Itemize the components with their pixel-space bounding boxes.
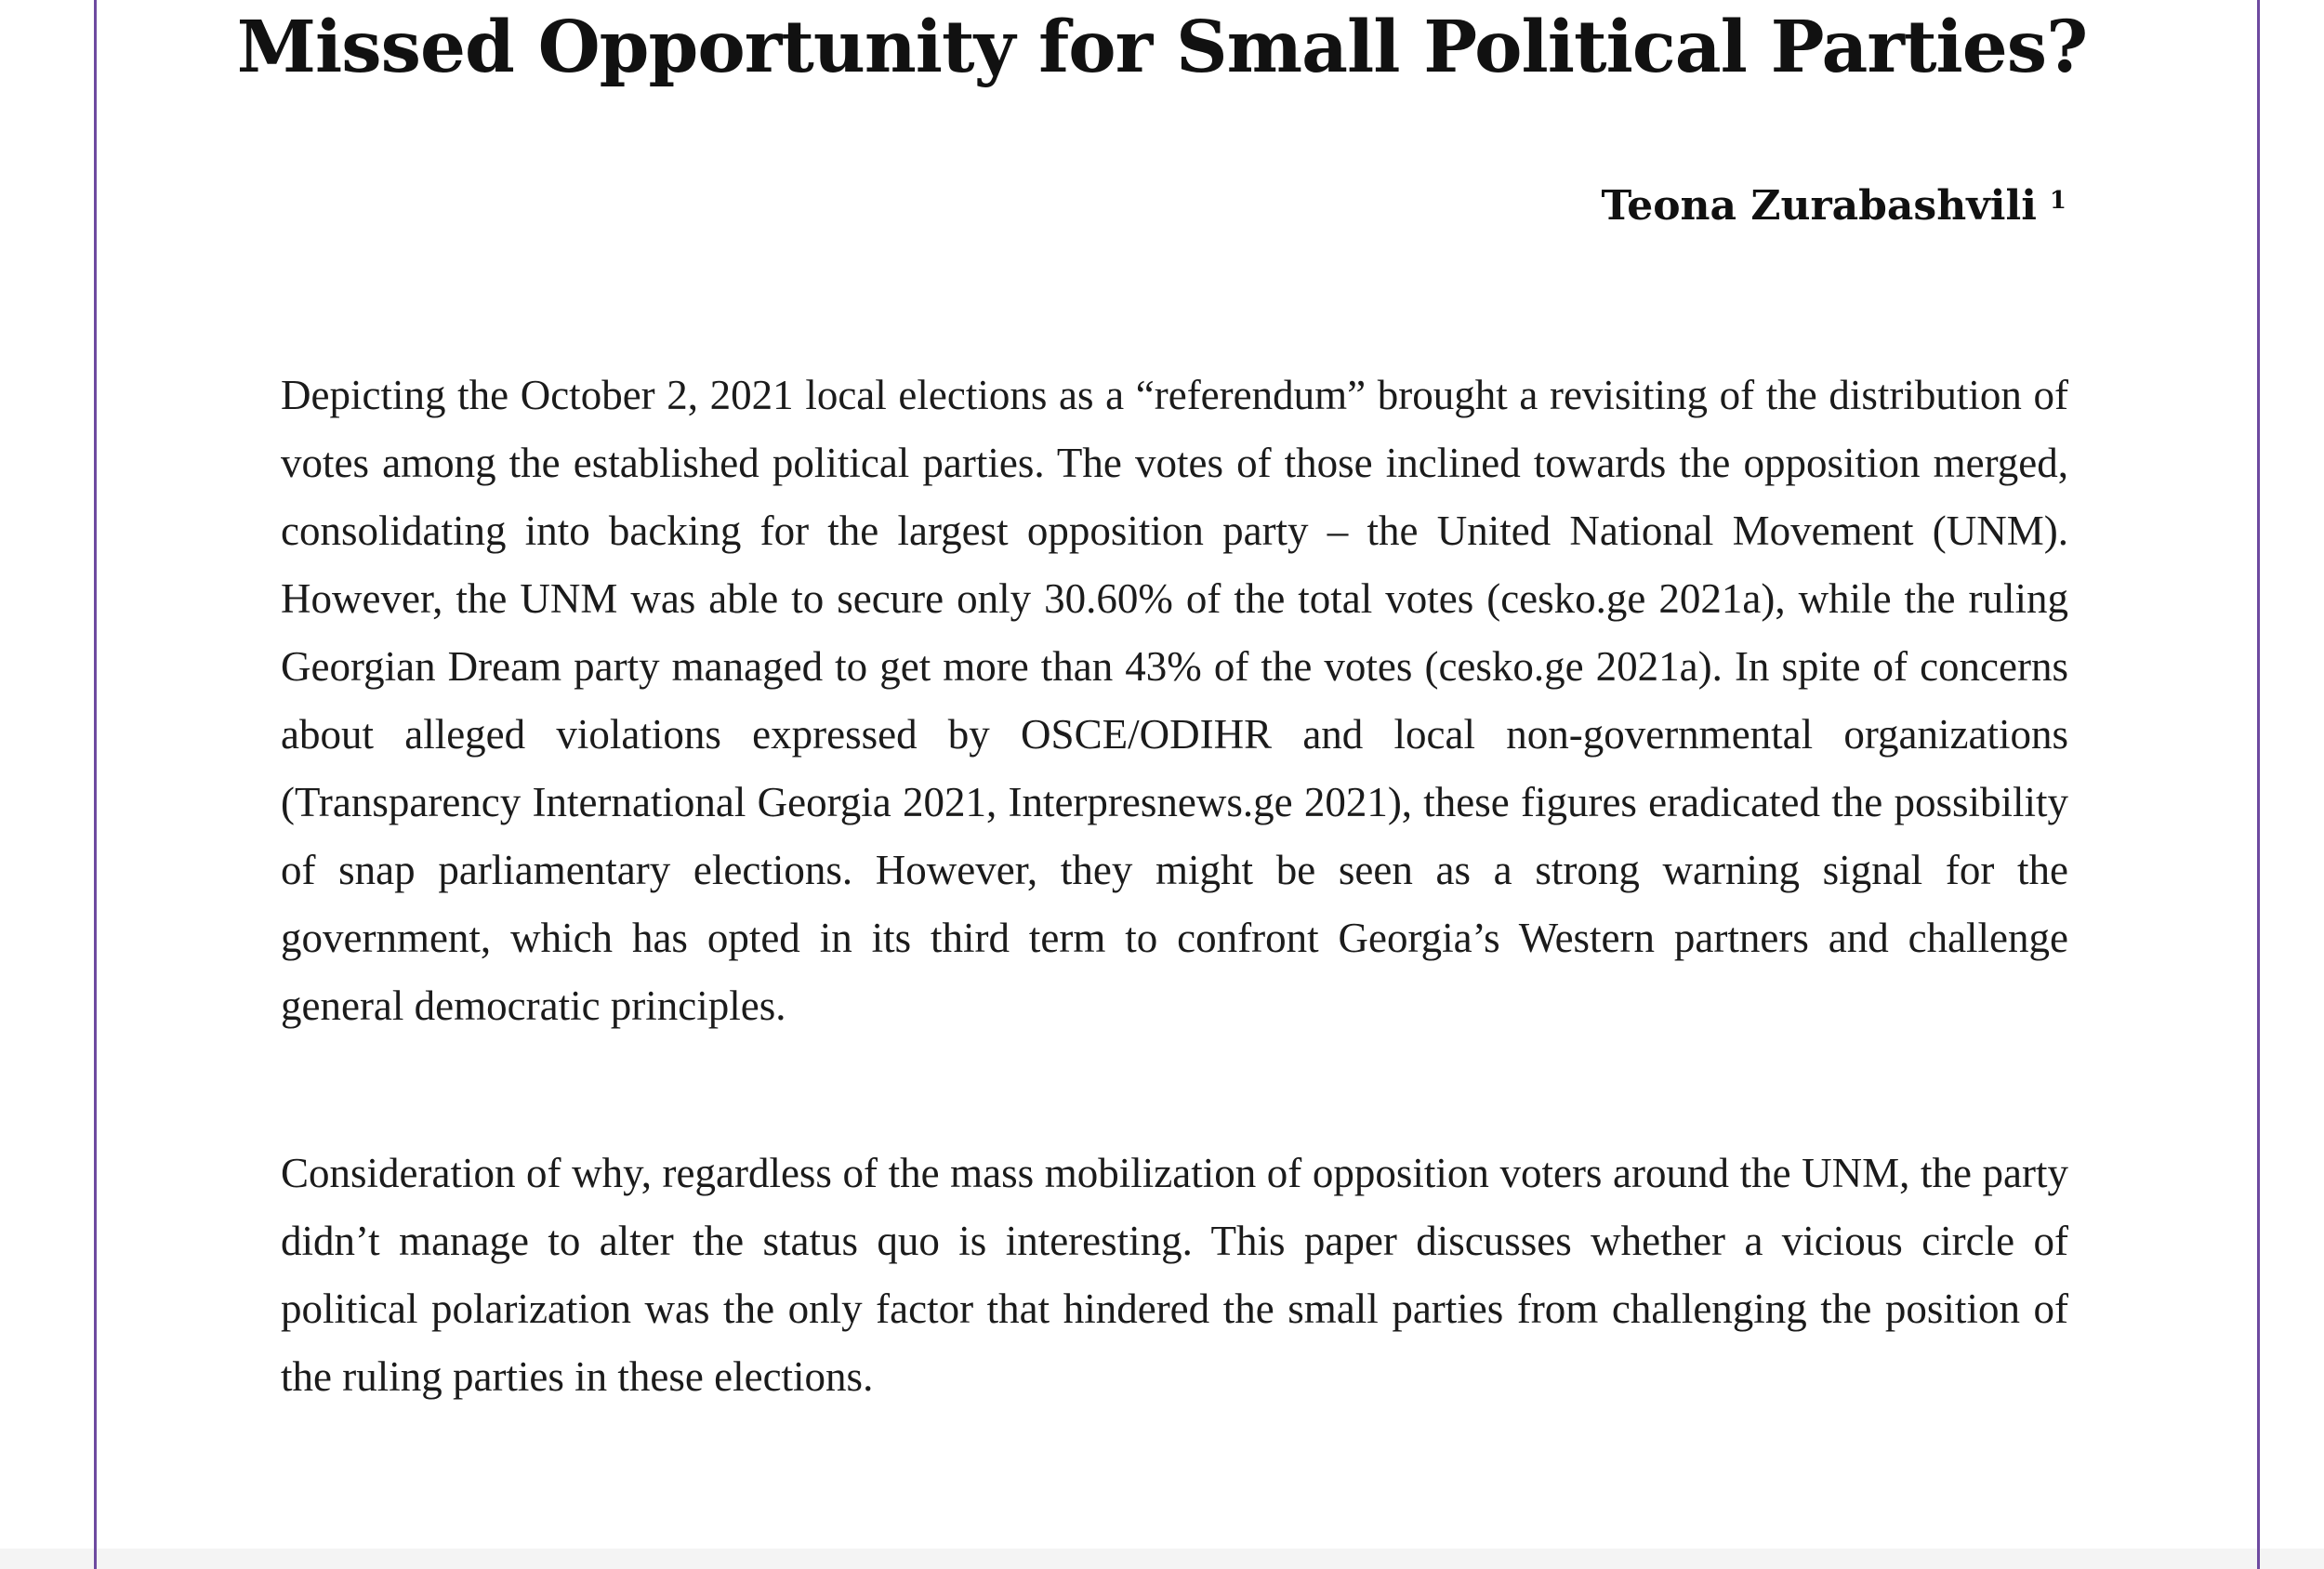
author-line xyxy=(1602,175,2067,232)
body-paragraph-2: Consideration of why, regardless of the mass mobilization of opposition voters around the UNM, the party didn’t manage to alter the status quo is interesting. This paper discusses whether a vicious circle of political polarization was the only factor that hindered the small parties from challenging the position of the ruling parties in these elections. xyxy=(281,1150,2068,1400)
document-title: Missed Opportunity for Small Political Parties? xyxy=(236,6,2088,89)
author-name: Teona Zurabashvili xyxy=(1601,182,2037,230)
body-paragraph-1: Depicting the October 2, 2021 local elections as a “referendum” brought a revisiting of the distribution of votes among the established political parties. The votes of those inclined towards the opposition merged, consolidating into backing for the largest opposition party – the United National Movement (UNM). However, the UNM was able to secure only 30.60% of the total votes (cesko.ge 2021a), while the ruling Georgian Dream party managed to get more than 43% of the votes (cesko.ge 2021a). In spite of concerns about alleged violations expressed by OSCE/ODIHR and local non-governmental organizations (Transparency International Georgia 2021, Interpresnews.ge 2021), these figures eradicated the possibility of snap parliamentary elections. However, they might be seen as a strong warning signal for the government, which has opted in its third term to confront Georgia’s Western partners and challenge general democratic principles. xyxy=(281,372,2068,1029)
author-footnote-marker[interactable]: 1 xyxy=(2049,187,2067,215)
